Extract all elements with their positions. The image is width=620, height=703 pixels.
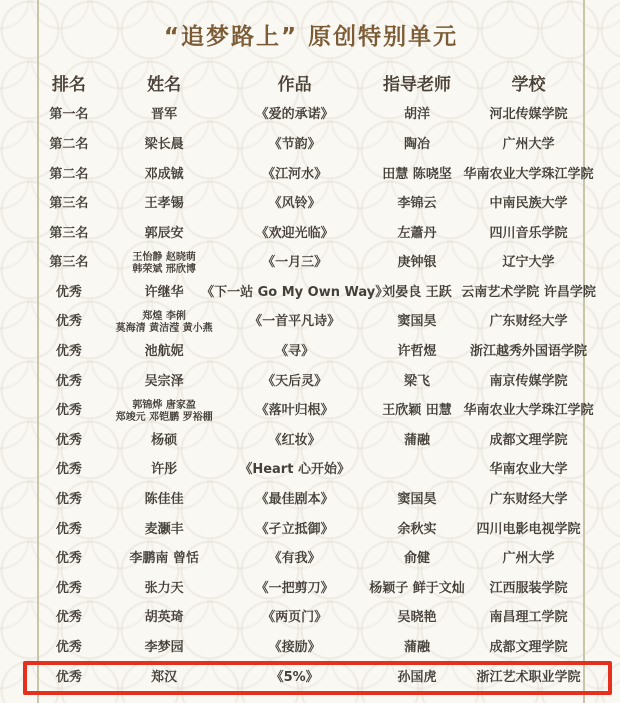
rank-cell: 优秀 [55,521,82,537]
column-header-rank: 排名 [51,74,86,95]
school-cell: 华南农业大学珠江学院 [463,166,594,182]
rank-cell: 第三名 [49,225,89,241]
name-cell: 吴宗泽 [144,373,184,389]
name-cell: 李鹏南 曾恬 [129,551,199,567]
work-cell: 《江河水》 [262,166,328,182]
table-row [39,249,583,279]
school-cell: 四川电影电视学院 [476,521,581,537]
school-cell: 广州大学 [502,551,555,567]
work-cell: 《Heart 心开始》 [239,462,350,478]
table-row [39,308,583,338]
name-cell: 邓成铖 [144,166,184,182]
table-row [39,663,583,693]
work-cell: 《一把剪刀》 [255,580,334,596]
table-row [39,279,596,309]
name-cell: 陈佳佳 [144,492,184,508]
school-cell: 云南艺术学院 许昌学院 [461,284,596,300]
name-cell: 许继华 [144,284,184,300]
school-cell: 浙江艺术职业学院 [476,669,581,685]
work-cell: 《节韵》 [268,136,321,152]
name-cell: 郭锦烨 唐家盈 郑竣元 邓铠鹏 罗裕棚 [115,400,213,423]
teacher-cell: 陶冶 [404,136,431,152]
teacher-cell: 余秋实 [397,521,437,537]
table-row [39,338,588,368]
table-row [39,604,583,634]
work-cell: 《寻》 [275,344,315,360]
results-panel [37,0,596,703]
name-cell: 郑汉 [151,669,178,685]
name-cell: 胡英琦 [144,610,184,626]
rank-cell: 第三名 [49,196,89,212]
rank-cell: 优秀 [55,580,82,596]
rank-cell: 优秀 [55,432,82,448]
table-row [39,160,594,190]
name-cell: 郭辰安 [144,225,184,241]
table-row [39,634,583,664]
table-row [39,101,583,131]
work-cell: 《最佳剧本》 [255,492,334,508]
rank-cell: 第一名 [49,107,89,123]
table-row [39,427,583,457]
teacher-cell: 左蕭丹 [397,225,437,241]
school-cell: 广东财经大学 [489,314,568,330]
work-cell: 《一月三》 [262,255,328,271]
rank-cell: 优秀 [55,314,82,330]
teacher-cell: 王欣颖 田慧 [382,403,452,419]
school-cell: 浙江越秀外国语学院 [470,344,588,360]
school-cell: 华南农业大学 [489,462,568,478]
table-row [39,456,583,486]
school-cell: 四川音乐学院 [489,225,568,241]
work-cell: 《欢迎光临》 [255,225,334,241]
rank-cell: 优秀 [55,640,82,656]
name-cell: 王孝锡 [144,196,184,212]
school-cell: 成都文理学院 [489,432,568,448]
school-cell: 中南民族大学 [489,196,568,212]
work-cell: 《接励》 [268,640,321,656]
teacher-cell: 窦国昊 [397,492,437,508]
rank-cell: 优秀 [55,610,82,626]
work-cell: 《5%》 [270,669,319,685]
name-cell: 晋军 [151,107,178,123]
work-cell: 《爱的承诺》 [255,107,334,123]
work-cell: 《下一站 Go My Own Way》 [201,284,389,300]
teacher-cell: 田慧 陈哓坚 [382,166,452,182]
teacher-cell: 梁飞 [404,373,431,389]
work-cell: 《红妆》 [268,432,321,448]
rank-cell: 优秀 [55,492,82,508]
teacher-cell: 俞健 [404,551,431,567]
rank-cell: 优秀 [55,669,82,685]
school-cell: 华南农业大学珠江学院 [463,403,594,419]
name-cell: 梁长晨 [144,136,184,152]
name-cell: 李梦园 [144,640,184,656]
rank-cell: 第二名 [49,166,89,182]
teacher-cell: 胡洋 [404,107,431,123]
school-cell: 成都文理学院 [489,640,568,656]
rank-cell: 优秀 [55,462,82,478]
table-row [39,575,583,605]
table-row [39,367,583,397]
work-cell: 《风铃》 [268,196,321,212]
name-cell: 王怡静 赵晓萌 韩荣斌 邢欣博 [132,252,196,275]
rank-cell: 优秀 [55,373,82,389]
table-row [39,486,583,516]
column-header-work: 作品 [277,74,312,95]
teacher-cell: 许哲煜 [397,344,437,360]
rank-cell: 优秀 [55,403,82,419]
table-row [39,131,583,161]
table-row [39,219,583,249]
teacher-cell: 蒲融 [404,432,431,448]
teacher-cell: 窦国昊 [397,314,437,330]
page-title: “追梦路上” 原创特别单元 [163,24,459,50]
name-cell: 张力天 [144,580,184,596]
name-cell: 池航妮 [144,344,184,360]
work-cell: 《有我》 [268,551,321,567]
table-rows [39,101,596,693]
school-cell: 南京传媒学院 [489,373,568,389]
school-cell: 广州大学 [502,136,555,152]
teacher-cell: 杨颖子 鲜于文灿 [369,580,465,596]
column-header-name: 姓名 [147,74,182,95]
teacher-cell: 吴晓艳 [397,610,437,626]
work-cell: 《落叶归根》 [255,403,334,419]
table-row [39,190,583,220]
teacher-cell: 蒲融 [404,640,431,656]
name-cell: 麦灏丰 [144,521,184,537]
rank-cell: 优秀 [55,551,82,567]
table-row [39,545,583,575]
school-cell: 江西服装学院 [489,580,568,596]
name-cell: 杨硕 [151,432,178,448]
rank-cell: 优秀 [55,284,82,300]
rank-cell: 第三名 [49,255,89,271]
school-cell: 辽宁大学 [502,255,555,271]
work-cell: 《孑立抵御》 [255,521,334,537]
name-cell: 许彤 [151,462,178,478]
work-cell: 《两页门》 [262,610,328,626]
work-cell: 《天后灵》 [262,373,328,389]
rank-cell: 优秀 [55,344,82,360]
table-row [39,397,594,427]
school-cell: 广东财经大学 [489,492,568,508]
school-cell: 南昌理工学院 [489,610,568,626]
column-header-school: 学校 [511,74,546,95]
work-cell: 《一首平凡诗》 [249,314,341,330]
name-cell: 郑煌 李俐 莫海清 黄洁滢 黄小燕 [115,311,213,334]
teacher-cell: 孙国虎 [397,669,437,685]
school-cell: 河北传媒学院 [489,107,568,123]
table-row [39,515,583,545]
teacher-cell: 李锦云 [397,196,437,212]
rank-cell: 第二名 [49,136,89,152]
teacher-cell: 庚钟银 [397,255,437,271]
column-header-teacher: 指导老师 [383,74,452,95]
table-header-row [39,69,583,95]
teacher-cell: 刘晏良 王跃 [382,284,452,300]
